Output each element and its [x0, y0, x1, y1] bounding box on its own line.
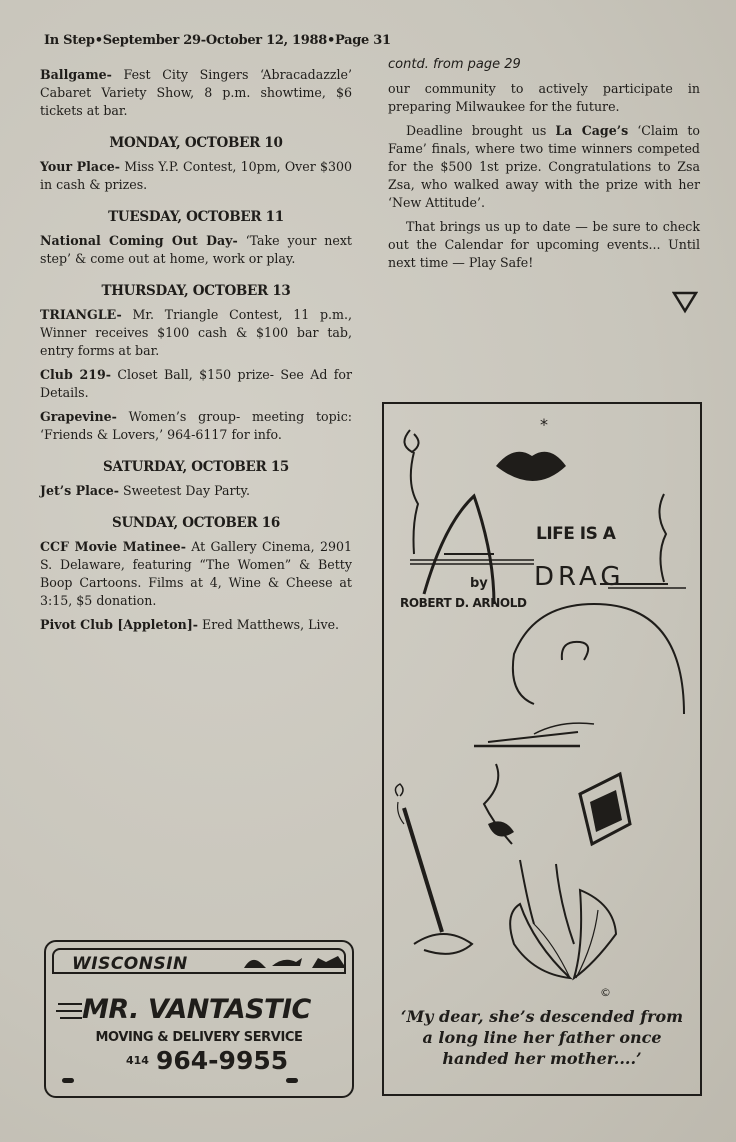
paragraph-text: ‘Claim to Fame’ finals, where two time winners competed for the $500 1st prize. Congratulations to Zsa Zsa, who walked away with the prize with her ‘New Attitude’.: [388, 123, 700, 210]
column-author: ROBERT D. ARNOLD: [400, 596, 527, 610]
day-heading: MONDAY, OCTOBER 10: [109, 135, 283, 151]
venue-name: CCF Movie Matinee-: [40, 539, 186, 554]
venue-name: Pivot Club [Appleton]-: [40, 617, 199, 632]
ad-service-line: MOVING & DELIVERY SERVICE: [95, 1030, 303, 1045]
day-heading: SUNDAY, OCTOBER 16: [112, 515, 280, 531]
drag-illustration: [384, 404, 700, 1004]
venue-name: Jet’s Place-: [40, 483, 119, 498]
column-title-word: DRAG: [534, 562, 625, 592]
end-mark-triangle-icon: [672, 290, 698, 314]
column-title: LIFE IS A: [536, 524, 616, 544]
life-is-a-drag-column: [382, 402, 702, 1096]
continued-label: contd. from page 29: [388, 57, 521, 72]
calendar-entry: [40, 408, 352, 444]
article-paragraph: [388, 122, 700, 212]
entry-text: Closet Ball, $150 prize- See Ad for Details.: [40, 367, 353, 400]
ad-state-name: WISCONSIN: [72, 954, 188, 974]
calendar-entry: [40, 306, 352, 360]
silhouette-icon: [242, 952, 350, 970]
company-logo-text: MR. VANTASTIC: [82, 994, 311, 1025]
venue-name: Club 219-: [40, 367, 112, 382]
day-heading: THURSDAY, OCTOBER 13: [101, 283, 291, 299]
bar-name: La Cage’s: [555, 123, 629, 138]
speed-lines-icon: [56, 1000, 84, 1022]
calendar-entry: [40, 366, 352, 402]
calendar-entry: [40, 616, 352, 634]
entry-text: Fest City Singers ‘Abracadazzle’ Cabaret Variety Show, 8 p.m. showtime, $6 tickets at bar.: [40, 67, 352, 118]
column-quote: ‘My dear, she’s descended from a long line her father once handed her mother....’: [400, 1007, 684, 1068]
venue-name: Your Place-: [40, 159, 120, 174]
entry-text: Mr. Triangle Contest, 11 p.m., Winner receives $100 cash & $100 bar tab, entry forms at bar.: [40, 307, 352, 358]
entry-text: Sweetest Day Party.: [118, 483, 251, 498]
page-header: In Step•September 29-October 12, 1988•Page 31: [44, 33, 391, 48]
plate-bolt-icon: [62, 1078, 74, 1083]
day-heading: TUESDAY, OCTOBER 11: [108, 209, 284, 225]
entry-text: ‘Take your next step’ & come out at home, work or play.: [40, 233, 352, 266]
article-paragraph: That brings us up to date — be sure to check out the Calendar for upcoming events... Until next time — Play Safe!: [388, 219, 700, 270]
entry-text: Ered Matthews, Live.: [198, 617, 340, 632]
venue-name: TRIANGLE-: [40, 307, 122, 322]
venue-name: Grapevine-: [40, 409, 117, 424]
day-heading: SATURDAY, OCTOBER 15: [102, 459, 290, 475]
entry-text: At Gallery Cinema, 2901 S. Delaware, featuring “The Women” & Betty Boop Cartoons. Films at 4, Wine & Cheese at 3:15, $5 donation.: [40, 539, 352, 608]
calendar-entry: [40, 538, 352, 610]
plate-bolt-icon: [286, 1078, 298, 1083]
ad-phone-number: 964-9955: [156, 1046, 289, 1075]
svg-text:*: *: [540, 415, 548, 434]
entry-text: Women’s group- meeting topic: ‘Friends & Lovers,’ 964-6117 for info.: [40, 409, 352, 442]
venue-name: National Coming Out Day-: [40, 233, 238, 248]
venue-name: Ballgame-: [40, 67, 112, 82]
byline-by: by: [470, 576, 488, 591]
license-plate-banner: [52, 948, 346, 974]
calendar-entry: [40, 158, 352, 194]
paragraph-text: Deadline brought us: [406, 123, 556, 138]
calendar-column: [40, 66, 352, 640]
article-continuation: [388, 56, 700, 278]
drag-underline-icon: [598, 566, 688, 594]
copyright-mark: ©: [600, 986, 611, 999]
calendar-entry: [40, 232, 352, 268]
entry-text: Miss Y.P. Contest, 10pm, Over $300 in cash & prizes.: [40, 159, 353, 192]
calendar-entry: [40, 482, 352, 500]
moving-service-ad: [44, 940, 354, 1098]
article-paragraph: our community to actively participate in preparing Milwaukee for the future.: [388, 81, 700, 114]
ad-area-code: 414: [126, 1054, 149, 1067]
calendar-entry: [40, 66, 352, 120]
